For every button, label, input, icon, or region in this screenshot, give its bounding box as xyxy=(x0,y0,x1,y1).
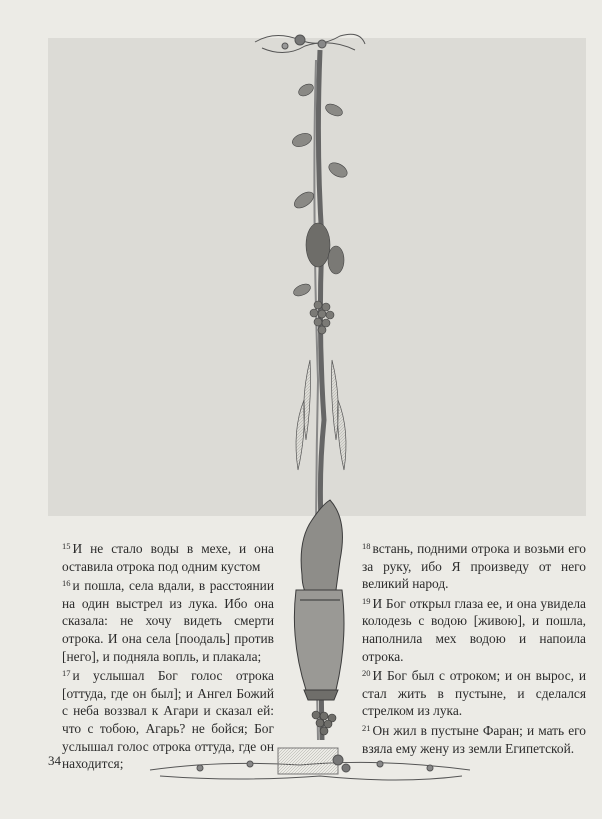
verse-text: и услышал Бог голос отрока [оттуда, где он был]; и Ангел Божий с неба воззвал к Агари и сказал ей: что с тобою, Агарь? не бойся; Бог услышал голос отрока оттуда, где он находится; xyxy=(62,668,274,772)
verse-text: И не стало воды в мехе, и она оставила отрока под одним кустом xyxy=(62,541,274,574)
verse-number: 19 xyxy=(362,595,371,606)
verse-18 xyxy=(362,538,586,593)
page-number: 34 xyxy=(48,753,61,768)
verse-20 xyxy=(362,665,586,720)
verse-text: Он жил в пустыне Фаран; и мать его взяла ему жену из земли Египетской. xyxy=(362,722,586,756)
verse-16 xyxy=(62,575,274,665)
grape-cluster xyxy=(310,301,334,334)
lower-grapes xyxy=(312,711,336,735)
crown-flourish xyxy=(255,34,365,52)
verse-17 xyxy=(62,665,274,773)
verse-text: встань, подними отрока и возьми его за руку, ибо Я произведу от него великий народ. xyxy=(362,541,586,592)
left-text-column xyxy=(62,538,274,773)
verse-number: 21 xyxy=(362,722,371,733)
verse-number: 17 xyxy=(62,668,71,679)
verse-number: 18 xyxy=(362,541,371,551)
verse-number: 20 xyxy=(362,668,371,679)
verse-19 xyxy=(362,593,586,665)
verse-text: И Бог был с отроком; и он вырос, и стал жить в пустыне, и сделался стрелком из лука. xyxy=(362,668,586,719)
verse-text: и пошла, села вдали, в расстоянии на один выстрел из лука. Ибо она сказала: не хочу видеть смерти отрока. И она села [поодаль] против [него], и подняла вопль, и плакала; xyxy=(62,578,274,664)
verse-number: 15 xyxy=(62,541,71,551)
verse-number: 16 xyxy=(62,578,71,589)
urn xyxy=(294,500,344,700)
verse-15 xyxy=(62,538,274,575)
verse-21 xyxy=(362,720,586,757)
right-text-column xyxy=(362,538,586,757)
verse-text: И Бог открыл глаза ее, и она увидела колодезь с водою [живою], и пошла, наполнила мех водою и напоила отрока. xyxy=(362,595,586,664)
